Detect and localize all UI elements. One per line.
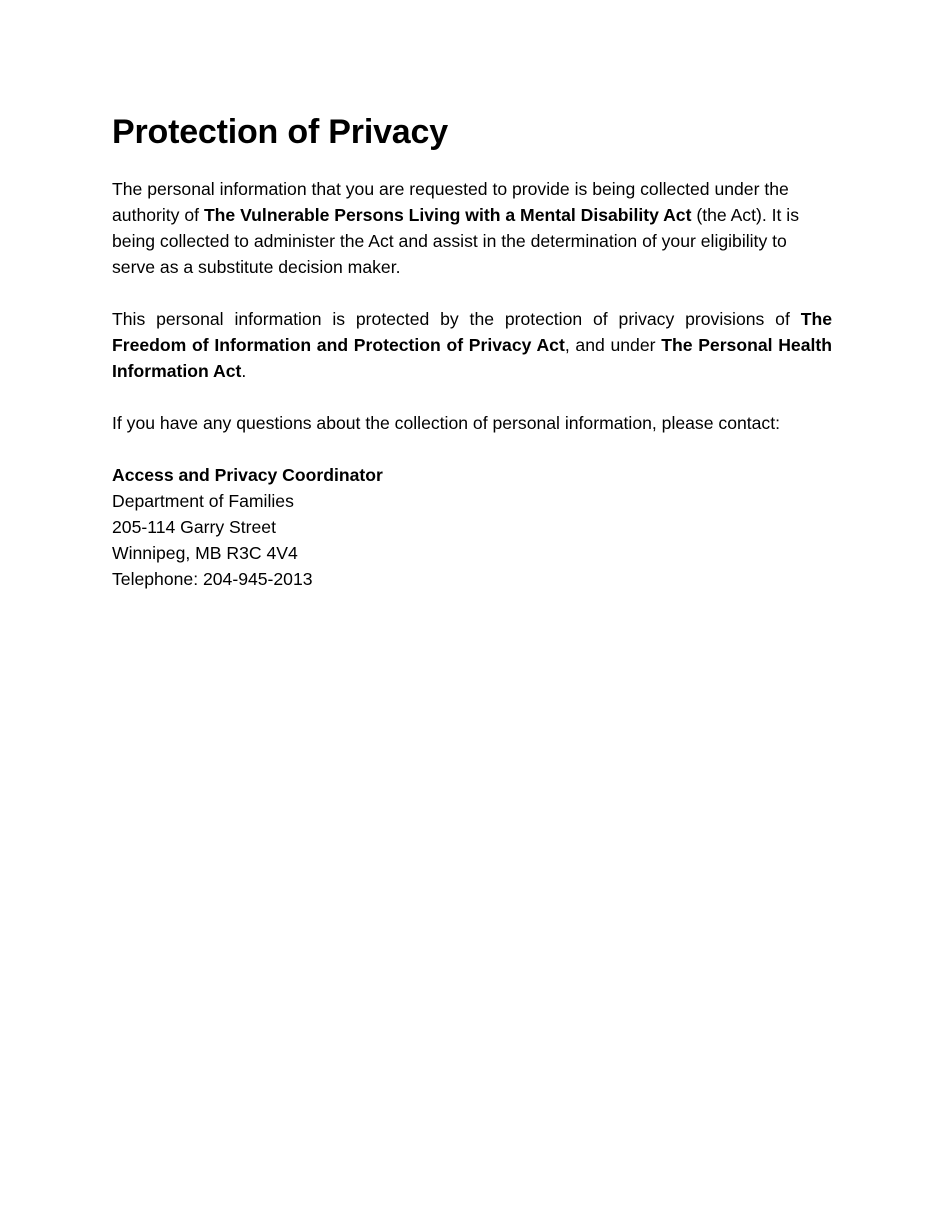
protection-text-start: This personal information is protected by the protection of privacy provisions of xyxy=(112,309,801,329)
phia-act-name: The Personal Health Information Act xyxy=(112,335,832,381)
protection-text-end: . xyxy=(241,361,247,381)
contact-department: Department of Families xyxy=(112,491,294,511)
document-page xyxy=(112,108,832,592)
contact-role: Access and Privacy Coordinator xyxy=(112,465,383,485)
vulnerable-persons-act-name: The Vulnerable Persons Living with a Mental Disability Act xyxy=(203,205,692,225)
protection-paragraph xyxy=(112,306,832,384)
contact-block xyxy=(112,462,832,592)
contact-telephone: Telephone: 204-945-2013 xyxy=(112,569,313,589)
authority-paragraph xyxy=(112,176,832,280)
fippa-act-name: The Freedom of Information and Protection of Privacy Act xyxy=(112,309,832,355)
questions-paragraph: If you have any questions about the collection of personal information, please contact: xyxy=(112,413,781,433)
authority-text-end: (the Act). It is being collected to administer the Act and assist in the determination of your eligibility to serve as a substitute decision maker. xyxy=(112,205,799,277)
contact-city: Winnipeg, MB R3C 4V4 xyxy=(112,543,298,563)
page-title: Protection of Privacy xyxy=(112,113,448,151)
contact-street: 205-114 Garry Street xyxy=(112,517,276,537)
authority-text-start: The personal information that you are requested to provide is being collected under the authority of xyxy=(112,179,789,225)
protection-text-middle: , and under xyxy=(564,335,662,355)
